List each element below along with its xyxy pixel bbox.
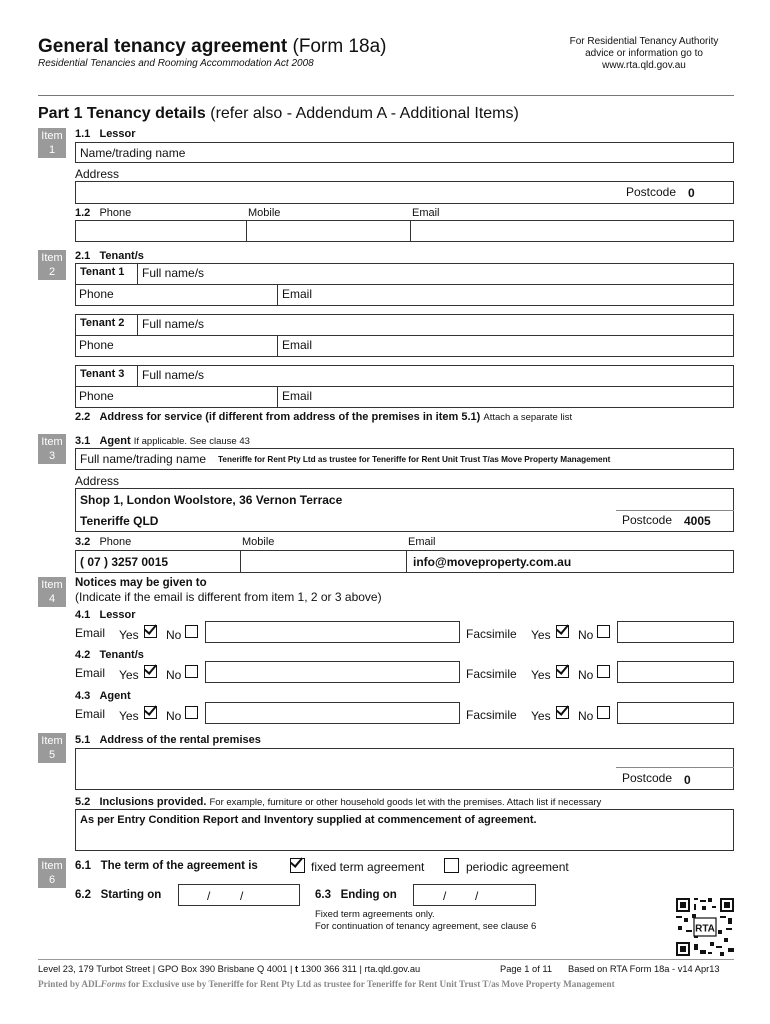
- tenant-block-divider: [137, 263, 138, 284]
- agent-address-line1: Shop 1, London Woolstore, 36 Vernon Terrace: [80, 493, 343, 507]
- footer-address: [38, 964, 420, 974]
- lessor-mobile-label: Mobile: [248, 207, 281, 219]
- item2-section-num: 2.1: [75, 250, 91, 262]
- end-num: 6.3: [315, 889, 331, 901]
- agent-contact-heading: [75, 536, 131, 548]
- notice-agent-fax-input[interactable]: [617, 702, 734, 724]
- item-badge-label: Item: [41, 252, 63, 264]
- notice-tenant-title: Tenant/s: [99, 649, 144, 661]
- notice-lessor-fax-yes-label: Yes: [531, 628, 551, 642]
- tenant-2-email-field[interactable]: Email: [282, 338, 313, 352]
- tenant-1-label: Tenant 1: [80, 266, 125, 278]
- footer-address-text: Level 23, 179 Turbot Street | GPO Box 390 Brisbane Q 4001 |: [38, 964, 293, 974]
- item-badge-label: Item: [41, 735, 63, 747]
- footer-divider: [38, 959, 734, 960]
- lessor-name-label: Name/trading name: [80, 146, 186, 160]
- notice-agent-fax-label: Facsimile: [466, 708, 517, 722]
- footer-tel-prefix: t: [295, 964, 299, 974]
- item-badge-label: Item: [41, 130, 63, 142]
- footer-printed-forms: Forms: [100, 979, 126, 989]
- notice-lessor-email-no-checkbox[interactable]: [185, 625, 198, 638]
- item-badge-number: 3: [48, 450, 56, 462]
- footer-page-number: Page 1 of 11: [500, 964, 553, 974]
- premises-postcode-divider: [616, 767, 734, 768]
- item-5-badge: [38, 733, 66, 763]
- agent-contact-num: 3.2: [75, 536, 91, 548]
- tenant-1-phone-field[interactable]: Phone: [79, 287, 114, 301]
- tenant-block-divider: [277, 284, 278, 306]
- notice-tenant-fax-label: Facsimile: [466, 667, 517, 681]
- notices-subtitle: (Indicate if the email is different from item 1, 2 or 3 above): [75, 590, 382, 604]
- notice-lessor-fax-no-label: No: [578, 628, 594, 642]
- notice-lessor-fax-yes-checkbox[interactable]: [556, 625, 569, 638]
- premises-postcode-label: Postcode: [622, 771, 673, 785]
- part1-title-note: (refer also - Addendum A - Additional Items): [210, 105, 519, 122]
- agent-postcode-divider: [616, 510, 734, 511]
- form-title-main: General tenancy agreement: [38, 36, 288, 57]
- tenant-3-name-field[interactable]: Full name/s: [142, 368, 205, 382]
- form-title: [38, 36, 386, 58]
- lessor-contact-divider: [410, 220, 411, 242]
- item-6-badge: [38, 858, 66, 888]
- item-3-badge: [38, 434, 66, 464]
- premises-heading: [75, 734, 261, 746]
- notice-agent-fax-yes-checkbox[interactable]: [556, 706, 569, 719]
- service-address-heading: [75, 411, 572, 423]
- lessor-contact-heading: [75, 207, 131, 219]
- tenant-block-divider: [277, 335, 278, 357]
- term-num: 6.1: [75, 860, 91, 872]
- qr-code-label: RTA: [695, 923, 715, 935]
- notice-tenant-email-yes-label: Yes: [119, 668, 139, 682]
- lessor-email-label: Email: [412, 207, 440, 219]
- notice-lessor-email-label: Email: [75, 626, 106, 640]
- notice-tenant-email-no-label: No: [166, 668, 182, 682]
- notice-agent-title: Agent: [99, 690, 131, 702]
- agent-postcode-value: 4005: [684, 514, 711, 528]
- agent-phone-value: ( 07 ) 3257 0015: [80, 555, 169, 569]
- footer-address-contact: 1300 366 311 | rta.qld.gov.au: [300, 964, 421, 974]
- lessor-phone-label: Phone: [99, 207, 132, 219]
- item-badge-number: 1: [48, 144, 56, 156]
- agent-postcode-label: Postcode: [622, 513, 673, 527]
- notice-agent-fax-no-label: No: [578, 709, 594, 723]
- item-badge-label: Item: [41, 436, 63, 448]
- fixed-term-label: fixed term agreement: [311, 860, 425, 874]
- item-2-badge: [38, 250, 66, 280]
- notice-lessor-email-yes-checkbox[interactable]: [144, 625, 157, 638]
- lessor-contact-divider: [246, 220, 247, 242]
- lessor-address-label: Address: [75, 167, 120, 181]
- premises-title: Address of the rental premises: [99, 734, 261, 746]
- footer-version: Based on RTA Form 18a - v14 Apr13: [568, 964, 720, 974]
- notice-agent-fax-no-checkbox[interactable]: [597, 706, 610, 719]
- tenant-1-email-field[interactable]: Email: [282, 287, 313, 301]
- agent-section-title: Agent: [99, 435, 131, 447]
- item-1-badge: [38, 128, 66, 158]
- start-date-sep: /: [207, 889, 211, 903]
- notice-tenant-email-no-checkbox[interactable]: [185, 665, 198, 678]
- item-4-badge: [38, 577, 66, 607]
- tenant-3-label: Tenant 3: [80, 368, 125, 380]
- agent-mobile-label: Mobile: [242, 536, 275, 548]
- notice-lessor-email-yes-label: Yes: [119, 628, 139, 642]
- fixed-term-checkbox[interactable]: [290, 858, 305, 873]
- service-address-num: 2.2: [75, 411, 91, 423]
- footer-printed-pre: Printed by ADL: [38, 979, 101, 989]
- footer-printed-post: for Exclusive use by Teneriffe for Rent Pty Ltd as trustee for Teneriffe for Rent Unit Trust T/as Move Property Management: [128, 979, 615, 989]
- item-badge-number: 4: [48, 593, 56, 605]
- notice-tenant-fax-no-label: No: [578, 668, 594, 682]
- periodic-label: periodic agreement: [466, 860, 569, 874]
- notice-lessor-num: 4.1: [75, 609, 91, 621]
- term-note-2: For continuation of tenancy agreement, see clause 6: [315, 921, 537, 932]
- header-divider: [38, 95, 734, 96]
- start-date-sep: /: [240, 889, 244, 903]
- premises-postcode-value: 0: [684, 773, 691, 787]
- tenant-block-divider: [75, 284, 734, 285]
- tenant-3-phone-field[interactable]: Phone: [79, 389, 114, 403]
- notice-tenant-fax-yes-label: Yes: [531, 668, 551, 682]
- agent-name-label: Full name/trading name: [80, 452, 207, 466]
- tenant-block-divider: [277, 386, 278, 408]
- agent-address-line2: Teneriffe QLD: [80, 514, 159, 528]
- periodic-checkbox[interactable]: [444, 858, 459, 873]
- notice-tenant-email-input[interactable]: [205, 661, 460, 683]
- notice-lessor-fax-no-checkbox[interactable]: [597, 625, 610, 638]
- term-heading: [75, 860, 258, 872]
- tenant-block-divider: [75, 335, 734, 336]
- tenant-block-divider: [137, 314, 138, 335]
- notice-agent-email-no-checkbox[interactable]: [185, 706, 198, 719]
- notice-tenant-email-label: Email: [75, 666, 106, 680]
- tenant-2-name-field[interactable]: Full name/s: [142, 317, 205, 331]
- inclusions-title: Inclusions provided.: [99, 796, 207, 808]
- notice-agent-fax-yes-label: Yes: [531, 709, 551, 723]
- rta-info-line: For Residential Tenancy Authority: [569, 36, 719, 47]
- rta-info-line: advice or information go to: [585, 48, 703, 59]
- notice-tenant-fax-no-checkbox[interactable]: [597, 665, 610, 678]
- term-note-1: Fixed term agreements only.: [315, 909, 435, 920]
- tenant-2-label: Tenant 2: [80, 317, 125, 329]
- rta-info-link[interactable]: www.rta.qld.gov.au: [602, 60, 686, 71]
- part1-title-main: Part 1 Tenancy details: [38, 105, 206, 122]
- start-date-input[interactable]: [178, 884, 300, 906]
- term-title: The term of the agreement is: [100, 860, 258, 872]
- agent-section-heading: [75, 435, 250, 447]
- footer-printed-by: [38, 979, 615, 989]
- form-title-number: (Form 18a): [292, 36, 387, 57]
- start-num: 6.2: [75, 889, 91, 901]
- notice-lessor-fax-label: Facsimile: [466, 627, 517, 641]
- qr-code-icon: [676, 898, 734, 956]
- agent-address-label: Address: [75, 474, 120, 488]
- item-badge-number: 2: [48, 266, 56, 278]
- notice-agent-email-label: Email: [75, 707, 106, 721]
- notice-agent-heading: [75, 690, 131, 702]
- service-address-note: Attach a separate list: [483, 412, 573, 423]
- notice-agent-num: 4.3: [75, 690, 91, 702]
- tenant-block-divider: [137, 365, 138, 386]
- agent-contact-divider: [406, 550, 407, 573]
- agent-section-note: If applicable. See clause 43: [133, 436, 250, 447]
- part1-title: [38, 105, 519, 123]
- item1-section-num: 1.1: [75, 128, 91, 140]
- notice-tenant-fax-yes-checkbox[interactable]: [556, 665, 569, 678]
- notice-tenant-num: 4.2: [75, 649, 91, 661]
- notice-lessor-title: Lessor: [99, 609, 136, 621]
- notice-tenant-heading: [75, 649, 144, 661]
- notices-title: Notices may be given to: [75, 577, 207, 589]
- item2-section-heading: [75, 250, 144, 262]
- inclusions-heading: [75, 796, 601, 808]
- agent-name-value: Teneriffe for Rent Pty Ltd as trustee for Teneriffe for Rent Unit Trust T/as Move Property Management: [218, 455, 611, 464]
- item-badge-label: Item: [41, 860, 63, 872]
- notice-lessor-fax-input[interactable]: [617, 621, 734, 643]
- notice-agent-email-no-label: No: [166, 709, 182, 723]
- agent-phone-label: Phone: [99, 536, 132, 548]
- agent-contact-divider: [240, 550, 241, 573]
- item-badge-number: 5: [48, 749, 56, 761]
- item1-section-title: Lessor: [99, 128, 136, 140]
- end-date-sep: /: [443, 889, 447, 903]
- tenant-3-email-field[interactable]: Email: [282, 389, 313, 403]
- inclusions-note: For example, furniture or other household goods let with the premises. Attach list if necessary: [209, 797, 602, 808]
- notice-agent-email-input[interactable]: [205, 702, 460, 724]
- notice-tenant-fax-input[interactable]: [617, 661, 734, 683]
- tenant-2-phone-field[interactable]: Phone: [79, 338, 114, 352]
- notice-lessor-email-no-label: No: [166, 628, 182, 642]
- start-heading: [75, 889, 161, 901]
- item-badge-number: 6: [48, 874, 56, 886]
- lessor-contact-num: 1.2: [75, 207, 91, 219]
- tenant-block-divider: [75, 386, 734, 387]
- inclusions-num: 5.2: [75, 796, 91, 808]
- end-heading: [315, 889, 397, 901]
- form-subtitle: Residential Tenancies and Rooming Accommodation Act 2008: [38, 58, 314, 69]
- end-title: Ending on: [340, 889, 397, 901]
- agent-email-value: info@moveproperty.com.au: [413, 555, 572, 569]
- lessor-postcode-label: Postcode: [626, 185, 677, 199]
- end-date-sep: /: [475, 889, 479, 903]
- lessor-postcode-value: 0: [688, 186, 695, 200]
- agent-section-num: 3.1: [75, 435, 91, 447]
- notice-tenant-email-yes-checkbox[interactable]: [144, 665, 157, 678]
- notice-agent-email-yes-label: Yes: [119, 709, 139, 723]
- item1-section-heading: [75, 128, 136, 140]
- item2-section-title: Tenant/s: [99, 250, 144, 262]
- inclusions-value: As per Entry Condition Report and Inventory supplied at commencement of agreement.: [80, 814, 537, 826]
- lessor-contact-fields[interactable]: [75, 220, 734, 242]
- premises-num: 5.1: [75, 734, 91, 746]
- item-badge-label: Item: [41, 579, 63, 591]
- rta-info: [556, 36, 732, 72]
- agent-email-label: Email: [408, 536, 436, 548]
- notice-lessor-heading: [75, 609, 136, 621]
- notice-agent-email-yes-checkbox[interactable]: [144, 706, 157, 719]
- start-title: Starting on: [100, 889, 162, 901]
- notice-lessor-email-input[interactable]: [205, 621, 460, 643]
- service-address-title: Address for service (if different from address of the premises in item 5.1): [99, 411, 481, 423]
- tenant-1-name-field[interactable]: Full name/s: [142, 266, 205, 280]
- agent-contact-fields[interactable]: [75, 550, 734, 573]
